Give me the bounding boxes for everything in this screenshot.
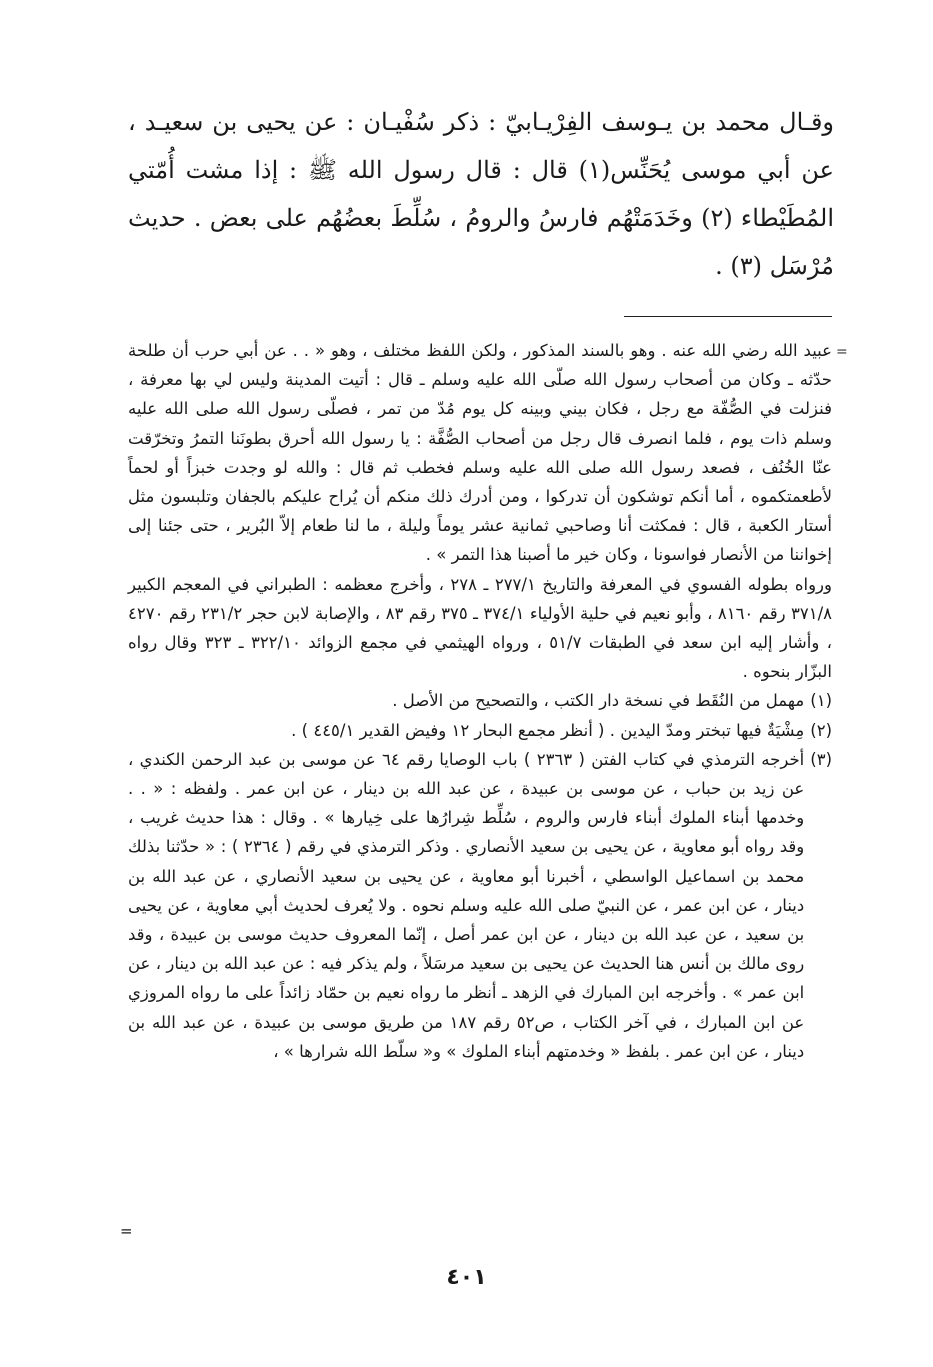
- footnote-text: أخرجه الترمذي في كتاب الفتن ( ٢٣٦٣ ) باب الوصايا رقم ٦٤ عن موسى بن عبد الرحمن الكندي ، عن زيد بن حباب ، عن موسى بن عبيدة ، عن عبد الله بن دينار ، عن ابن عمر . ولفظه : « . . وخدمها أبناء الملوك أبناء فارس والروم ، سُلِّط شِرارُها على خِيارها » . وقال : هذا حديث غريب ، وقد رواه أبو معاوية ، عن يحيى بن سعيد الأنصاري . وذكر الترمذي في رقم ( ٢٣٦٤ ) : « حدّثنا بذلك محمد بن اسماعيل الواسطي ، أخبرنا أبو معاوية ، عن يحيى بن سعيد الأنصاري ، عن عبد الله بن دينار ، عن ابن عمر ، عن النبيّ صلى الله عليه وسلم نحوه . ولا يُعرف لحديث أبي معاوية ، عن يحيى بن سعيد ، عن عبد الله بن دينار ، عن ابن عمر أصل ، إنّما المعروف حديث موسى بن عبيدة ، وقد روى مالك بن أنس هنا الحديث عن يحيى بن سعيد مرسَلاً ، ولم يذكر فيه : عن عبد الله بن دينار ، عن ابن عمر » . وأخرجه ابن المبارك في الزهد ـ أنظر ما رواه نعيم بن حمّاد زائداً على ما رواه المروزي عن ابن المبارك ، في آخر الكتاب ، ص٥٢ رقم ١٨٧ من طريق موسى بن عبيدة ، عن عبد الله بن دينار ، عن ابن عمر . بلفظ « وخدمتهم أبناء الملوك » و« سلّط الله شرارها » ،: [128, 749, 805, 1061]
- footnote-number: (٣): [810, 749, 832, 769]
- footnote-divider: [624, 316, 832, 317]
- footnote-continuation-paragraph: عبيد الله رضي الله عنه . وهو بالسند المذكور ، ولكن اللفظ مختلف ، وهو « . . عن أبي حرب أن طلحة حدّثه ـ وكان من أصحاب رسول الله صلّى الله عليه وسلم ـ قال : أتيت المدينة وليس لي بها معرفة ، فنزلت في الصُّفّة مع رجل ، فكان بيني وبينه كل يوم مُدّ من تمر ، فصلّى رسول الله صلى الله عليه وسلم ذات يوم ، فلما انصرف قال رجل من أصحاب الصُّفَّة : يا رسول الله أحرق بطونَنا التمرُ وتخرّقت عنّا الخُنُف ، فصعد رسول الله صلى الله عليه وسلم فخطب ثم قال : والله لو وجدت خبزاً أو لحماً لأطعمتكموه ، أما أنكم توشكون أن تدركوا ، ومن أدرك ذلك منكم أن يُراح عليكم بالجفان وتلبسون مثل أستار الكعبة ، قال : فمكثت أنا وصاحبي ثمانية عشر يوماً وليلة ، ما لنا طعام إلاّ البُرير ، حتى جئنا إلى إخواننا من الأنصار فواسونا ، وكان خير ما أصبنا هذا التمر » .: [128, 341, 832, 565]
- footnote-2: [128, 716, 832, 745]
- footnote-text: مهمل من النُقَط في نسخة دار الكتب ، والتصحيح من الأصل .: [392, 691, 805, 711]
- footnote-continuation-paragraph: ورواه بطوله الفسوي في المعرفة والتاريخ ٢٧٧/١ ـ ٢٧٨ ، وأخرج معظمه : الطبراني في المعجم الكبير ٣٧١/٨ رقم ٨١٦٠ ، وأبو نعيم في حلية الأولياء ٣٧٤/١ ـ ٣٧٥ رقم ٨٣ ، والإصابة لابن حجر ٢٣١/٢ رقم ٤٢٧٠ ، وأشار إليه ابن سعد في الطبقات ٥١/٧ ، ورواه الهيثمي في مجمع الزوائد ٣٢٢/١٠ ـ ٣٢٣ وقال رواه البزّار بنحوه .: [128, 574, 833, 682]
- footnote-number: (١): [810, 691, 832, 711]
- main-text-block: [128, 98, 834, 290]
- footnote-1: [128, 686, 832, 715]
- footnote-text: مِشْيَةٌ فيها تبختر ومدّ اليدين . ( أنظر مجمع البحار ١٢ وفيض القدير ٤٤٥/١ ) .: [291, 720, 805, 740]
- hadith-paragraph: وقـال محمد بن يـوسف الفِرْيـابيّ : ذكر سُفْيـان : عن يحيى بن سعيـد ، عن أبي موسى يُحَنِّس(١) قال : قال رسول الله ﷺ : إذا مشت أُمّتي المُطَيْطاء (٢) وخَدَمَتْهُم فارسُ والرومُ ، سُلِّطَ بعضُهُم على بعض . حديث مُرْسَل (٣) .: [128, 108, 835, 280]
- continuation-end-mark: =: [120, 1222, 133, 1240]
- footnotes-block: [128, 336, 832, 1066]
- footnote-number: (٢): [810, 720, 832, 740]
- page-number: ٤٠١: [446, 1265, 487, 1290]
- footnote-3: [128, 745, 832, 1066]
- continuation-mark: =: [836, 344, 848, 360]
